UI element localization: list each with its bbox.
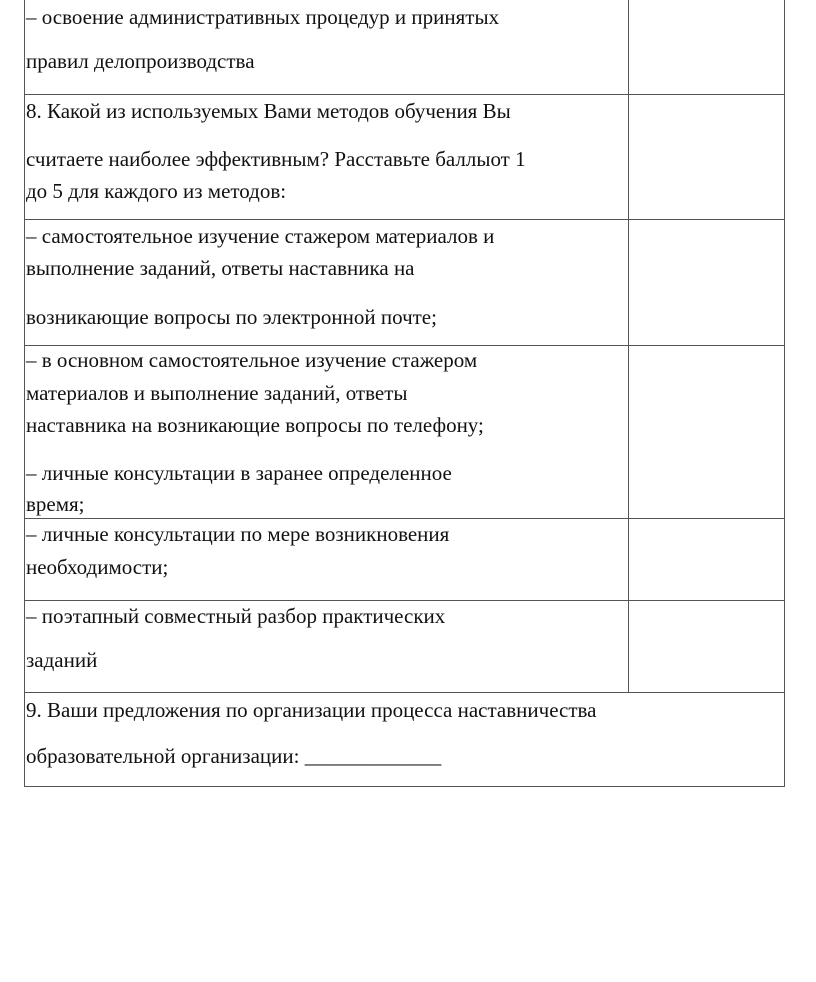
text-line: – личные консультации по мере возникновения [26, 522, 450, 546]
row-divider [24, 345, 785, 346]
text-line: – освоение административных процедур и принятых [26, 5, 500, 29]
text-line: 8. Какой из используемых Вами методов обучения Вы [26, 99, 511, 123]
text-line: наставника на возникающие вопросы по телефону; [26, 413, 484, 437]
text-line: – личные консультации в заранее определенное [26, 461, 452, 485]
text-line: необходимости; [26, 555, 169, 579]
text-line: – самостоятельное изучение стажером материалов и [26, 224, 495, 248]
text-line: – в основном самостоятельное изучение стажером [26, 348, 478, 372]
row-divider [24, 219, 785, 220]
row-divider [24, 600, 785, 601]
text-line: заданий [26, 648, 98, 672]
text-line: правил делопроизводства [26, 49, 255, 73]
text-line: выполнение заданий, ответы наставника на [26, 256, 415, 280]
text-line: – поэтапный совместный разбор практических [26, 604, 446, 628]
text-line: возникающие вопросы по электронной почте; [26, 305, 437, 329]
text-line: до 5 для каждого из методов: [26, 179, 287, 203]
row-divider [24, 518, 785, 519]
row-divider [24, 94, 785, 95]
text-line: время; [26, 492, 85, 516]
column-divider [628, 0, 629, 692]
text-line: считаете наиболее эффективным? Расставьте баллыот 1 [26, 147, 526, 171]
text-line: 9. Ваши предложения по организации процесса наставничества [26, 698, 597, 722]
text-line: материалов и выполнение заданий, ответы [26, 381, 408, 405]
text-line: образовательной организации: _____________ [26, 744, 442, 768]
row-divider [24, 692, 785, 693]
